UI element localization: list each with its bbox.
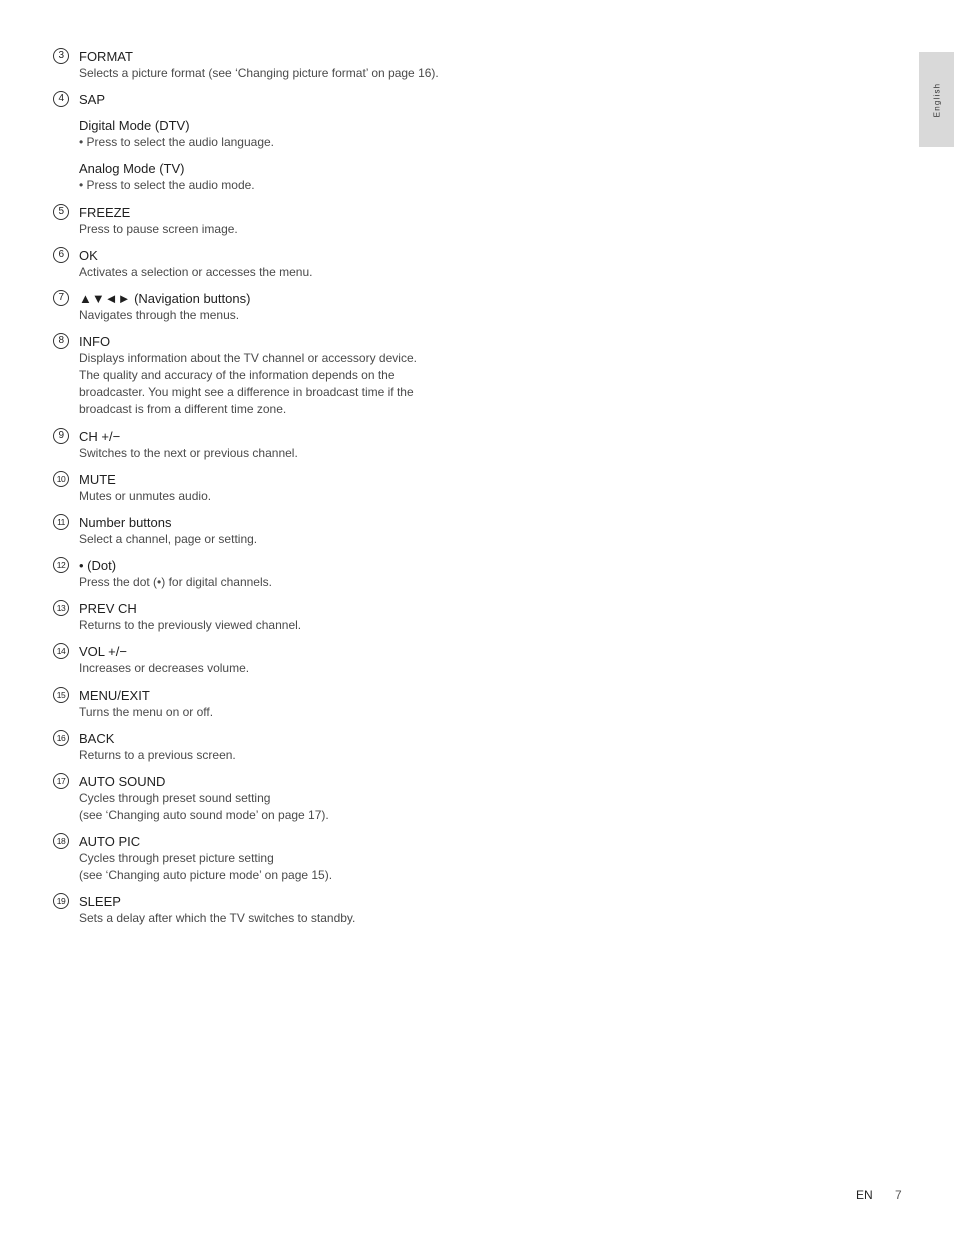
item-description: Turns the menu on or off. — [79, 705, 214, 719]
item-number-badge: 17 — [53, 773, 69, 789]
sub-description: • Press to select the audio mode. — [79, 178, 255, 192]
item-title: MENU/EXIT — [79, 688, 150, 703]
language-side-tab-label: English — [932, 82, 941, 117]
item-title: VOL +/− — [79, 644, 127, 659]
item-title: CH +/− — [79, 429, 121, 444]
item-number-badge: 19 — [53, 893, 69, 909]
item-title: SAP — [79, 92, 106, 107]
item-description: Activates a selection or accesses the menu. — [79, 265, 313, 279]
item-description: The quality and accuracy of the information depends on the — [79, 368, 395, 382]
item-description: broadcast is from a different time zone. — [79, 402, 287, 416]
item-title: SLEEP — [79, 894, 121, 909]
item-title: AUTO PIC — [79, 834, 141, 849]
item-title: ▲▼◄► (Navigation buttons) — [79, 291, 251, 306]
item-title: OK — [79, 248, 98, 263]
item-number-badge: 12 — [53, 557, 69, 573]
item-number-badge: 18 — [53, 833, 69, 849]
item-description: Returns to a previous screen. — [79, 748, 236, 762]
item-description: (see ‘Changing auto sound mode’ on page 17). — [79, 808, 329, 822]
item-description: Increases or decreases volume. — [79, 661, 250, 675]
sub-title: Digital Mode (DTV) — [79, 118, 190, 133]
item-description: Press the dot (•) for digital channels. — [79, 575, 272, 589]
item-number-badge: 3 — [53, 48, 69, 64]
language-side-tab — [919, 52, 954, 147]
item-title: FORMAT — [79, 49, 133, 64]
item-description: Select a channel, page or setting. — [79, 532, 258, 546]
item-number-badge: 15 — [53, 687, 69, 703]
item-description: Selects a picture format (see ‘Changing picture format’ on page 16). — [79, 66, 439, 80]
item-number-badge: 5 — [53, 204, 69, 220]
item-title: AUTO SOUND — [79, 774, 166, 789]
item-title: INFO — [79, 334, 111, 349]
item-number-badge: 13 — [53, 600, 69, 616]
item-description: Cycles through preset picture setting — [79, 851, 274, 865]
item-description: Mutes or unmutes audio. — [79, 489, 212, 503]
item-description: (see ‘Changing auto picture mode’ on page 15). — [79, 868, 333, 882]
item-description: Returns to the previously viewed channel. — [79, 618, 302, 632]
item-description: Switches to the next or previous channel. — [79, 446, 298, 460]
page-number: 7 — [895, 1188, 902, 1202]
item-number-badge: 10 — [53, 471, 69, 487]
sub-title: Analog Mode (TV) — [79, 161, 185, 176]
item-title: PREV CH — [79, 601, 137, 616]
item-number-badge: 9 — [53, 428, 69, 444]
item-number-badge: 11 — [53, 514, 69, 530]
item-number-badge: 4 — [53, 91, 69, 107]
item-title: MUTE — [79, 472, 116, 487]
item-title: • (Dot) — [79, 558, 117, 573]
sub-description: • Press to select the audio language. — [79, 135, 274, 149]
item-description: Navigates through the menus. — [79, 308, 240, 322]
sub-section-digital — [79, 117, 559, 151]
item-title: FREEZE — [79, 205, 131, 220]
item-title: Number buttons — [79, 515, 172, 530]
item-description: broadcaster. You might see a difference in broadcast time if the — [79, 385, 414, 399]
item-number-badge: 6 — [53, 247, 69, 263]
item-number-badge: 16 — [53, 730, 69, 746]
sub-section-analog — [79, 160, 559, 194]
item-number-badge: 14 — [53, 643, 69, 659]
item-title: BACK — [79, 731, 115, 746]
item-number-badge: 7 — [53, 290, 69, 306]
item-description: Displays information about the TV channel or accessory device. — [79, 351, 417, 365]
item-description: Sets a delay after which the TV switches to standby. — [79, 911, 356, 925]
item-description: Cycles through preset sound setting — [79, 791, 271, 805]
item-description: Press to pause screen image. — [79, 222, 238, 236]
footer-language-code: EN — [856, 1188, 873, 1202]
item-number-badge: 8 — [53, 333, 69, 349]
